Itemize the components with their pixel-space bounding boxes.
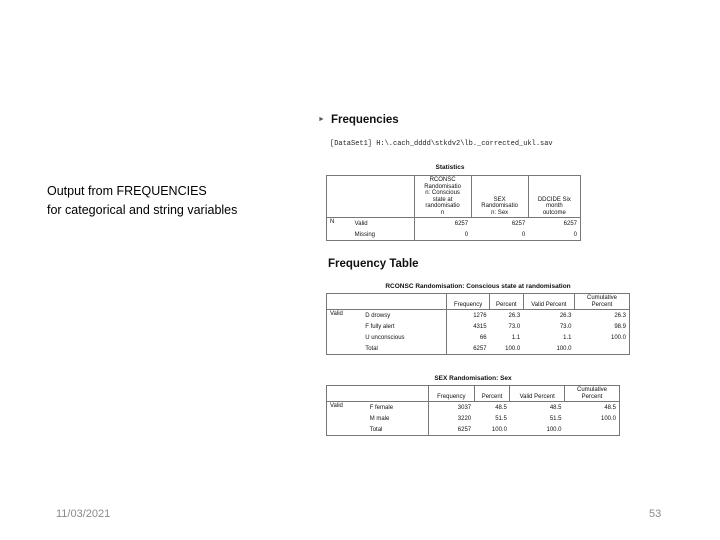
stats-row-missing: Missing bbox=[352, 229, 414, 241]
row-frequency: 3220 bbox=[457, 415, 472, 422]
frequency-table-heading: Frequency Table bbox=[328, 258, 419, 270]
caption-line-1: Output from FREQUENCIES bbox=[47, 184, 207, 198]
row-frequency: 4315 bbox=[473, 323, 487, 330]
row-valid-percent: 73.0 bbox=[559, 323, 572, 330]
table-row bbox=[327, 332, 630, 343]
row-percent: 100.0 bbox=[474, 424, 510, 436]
rconsc-table bbox=[326, 293, 630, 355]
row-percent: 51.5 bbox=[495, 415, 507, 422]
stats-valid-rconsc: 6257 bbox=[454, 220, 469, 227]
row-percent: 26.3 bbox=[508, 312, 521, 319]
row-label: F female bbox=[367, 402, 429, 414]
row-valid-percent: 1.1 bbox=[563, 334, 572, 341]
stats-valid-sex: 6257 bbox=[511, 220, 526, 227]
rconsc-header-percent: Percent bbox=[490, 294, 524, 310]
row-frequency: 3037 bbox=[457, 404, 472, 411]
row-valid-percent: 100.0 bbox=[523, 343, 574, 355]
stats-missing-sex: 0 bbox=[471, 229, 528, 241]
row-label: D drowsy bbox=[362, 310, 446, 322]
sex-header-percent: Percent bbox=[474, 386, 510, 402]
rconsc-header-frequency: Frequency bbox=[447, 294, 490, 310]
frequencies-heading bbox=[318, 114, 399, 126]
rconsc-table-title: RCONSC Randomisation: Conscious state at randomisation bbox=[385, 283, 571, 290]
table-row bbox=[327, 310, 630, 322]
row-label: M male bbox=[367, 413, 429, 424]
row-label: U unconscious bbox=[362, 332, 446, 343]
row-frequency: 66 bbox=[479, 334, 487, 341]
stats-header-sex: SEX Randomisatio n: Sex bbox=[471, 176, 528, 218]
rconsc-header-valid-percent: Valid Percent bbox=[523, 294, 574, 310]
table-row bbox=[327, 424, 620, 436]
statistics-table-title: Statistics bbox=[435, 164, 465, 171]
table-row bbox=[327, 343, 630, 355]
sex-table bbox=[326, 385, 620, 436]
row-percent: 100.0 bbox=[490, 343, 524, 355]
row-cumulative-percent: 48.5 bbox=[565, 402, 620, 414]
stats-valid-ddcide: 6257 bbox=[528, 218, 580, 230]
rconsc-header-cumulative-percent: Cumulative Percent bbox=[575, 294, 630, 310]
caption-line-2: for categorical and string variables bbox=[47, 203, 238, 217]
table-row bbox=[327, 413, 620, 424]
frequencies-heading-text: Frequencies bbox=[330, 114, 399, 126]
row-frequency: 1276 bbox=[473, 312, 487, 319]
table-row bbox=[327, 321, 630, 332]
row-cumulative-percent: 98.9 bbox=[575, 321, 630, 332]
row-cumulative-percent: 100.0 bbox=[565, 413, 620, 424]
row-valid-percent: 48.5 bbox=[549, 404, 562, 411]
row-percent: 1.1 bbox=[511, 334, 521, 341]
table-row bbox=[327, 402, 620, 414]
slide-caption bbox=[47, 182, 237, 220]
sex-header-frequency: Frequency bbox=[429, 386, 475, 402]
row-percent: 73.0 bbox=[508, 323, 521, 330]
row-percent: 48.5 bbox=[495, 404, 507, 411]
stats-row-n: N bbox=[327, 218, 352, 241]
sex-header-valid-percent: Valid Percent bbox=[510, 386, 565, 402]
row-frequency: 6257 bbox=[429, 424, 475, 436]
row-cumulative-percent bbox=[575, 343, 630, 355]
row-label: Total bbox=[367, 424, 429, 436]
stats-corner-cell bbox=[327, 176, 415, 218]
stats-missing-rconsc: 0 bbox=[414, 229, 471, 241]
row-cumulative-percent bbox=[565, 424, 620, 436]
stats-header-rconsc: RCONSC Randomisatio n: Conscious state at randomisatio n bbox=[414, 176, 471, 218]
rconsc-corner-cell bbox=[327, 294, 447, 310]
dataset-line: [DataSet1] H:\.cach_dddd\stkdv2\lb._corrected_ukl.sav bbox=[330, 140, 553, 148]
row-label: F fully alert bbox=[362, 321, 446, 332]
sex-corner-cell bbox=[327, 386, 429, 402]
sex-group-valid: Valid bbox=[327, 402, 367, 436]
rconsc-group-valid: Valid bbox=[327, 310, 363, 355]
sex-table-title: SEX Randomisation: Sex bbox=[434, 375, 512, 382]
statistics-table bbox=[326, 175, 581, 241]
row-valid-percent: 100.0 bbox=[510, 424, 565, 436]
stats-row-valid: Valid bbox=[352, 218, 414, 230]
stats-missing-ddcide: 0 bbox=[528, 229, 580, 241]
slide-date: 11/03/2021 bbox=[56, 508, 111, 520]
bullet-icon: ► bbox=[318, 116, 325, 124]
row-frequency: 6257 bbox=[447, 343, 490, 355]
row-cumulative-percent: 26.3 bbox=[575, 310, 630, 322]
row-cumulative-percent: 100.0 bbox=[575, 332, 630, 343]
slide-page-number: 53 bbox=[649, 508, 662, 520]
sex-header-cumulative-percent: Cumulative Percent bbox=[565, 386, 620, 402]
row-valid-percent: 26.3 bbox=[559, 312, 572, 319]
row-label: Total bbox=[362, 343, 446, 355]
row-valid-percent: 51.5 bbox=[549, 415, 562, 422]
stats-header-ddcide: DDCIDE Six month outcome bbox=[528, 176, 580, 218]
